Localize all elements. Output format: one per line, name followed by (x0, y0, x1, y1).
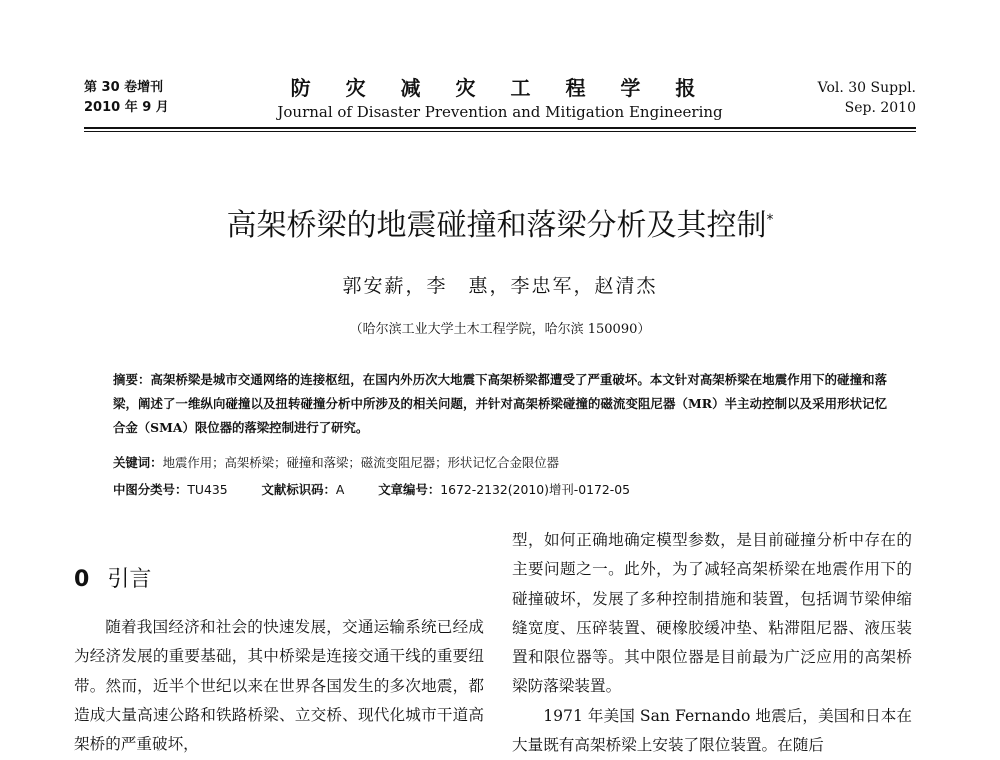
journal-header (84, 72, 916, 126)
date-cn: 2010 年 9 月 (84, 100, 169, 115)
header-right (818, 78, 916, 118)
article-affiliation: （哈尔滨工业大学土木工程学院，哈尔滨 150090） (349, 322, 651, 337)
keywords (113, 452, 887, 474)
right-column (512, 526, 912, 760)
section-title: 引言 (107, 567, 152, 592)
header-rule-thin (84, 131, 916, 132)
article-title (0, 200, 1000, 244)
date-en: Sep. 2010 (844, 100, 916, 116)
right-paragraph-2: 1971 年美国 San Fernando 地震后，美国和日本在大量既有高架桥梁上安装了限位装置。在随后 (512, 706, 912, 755)
volume-en: Vol. 30 Suppl. (817, 80, 916, 96)
clc-label: 中图分类号： (113, 482, 188, 497)
keywords-label: 关键词： (113, 455, 163, 470)
doc-code-label: 文献标识码： (261, 482, 336, 497)
abstract (113, 368, 887, 440)
left-column (74, 562, 484, 759)
section-number: 0 (74, 567, 90, 592)
journal-name-en: Journal of Disaster Prevention and Mitigation Engineering (277, 103, 723, 121)
article-number-label: 文章编号： (378, 482, 441, 497)
journal-name-cn: 防 灾 减 灾 工 程 学 报 (290, 76, 710, 100)
abstract-text: 高架桥梁是城市交通网络的连接枢纽，在国内外历次大地震下高架桥梁都遭受了严重破坏。本文针对高架桥梁在地震作用下的碰撞和落梁，阐述了一维纵向碰撞以及扭转碰撞分析中所涉及的相关问题，并针对高架桥梁碰撞的磁流变阻尼器（MR）半主动控制以及采用形状记忆合金（SMA）限位器的落梁控制进行了研究。 (113, 372, 888, 435)
left-body (74, 613, 484, 759)
right-paragraph-1: 型，如何正确地确定模型参数，是目前碰撞分析中存在的主要问题之一。此外，为了减轻高架桥梁在地震作用下的碰撞破坏，发展了多种控制措施和装置，包括调节梁伸缩缝宽度、压碎装置、硬橡胶缓冲垫、粘滞阻尼器、液压装置和限位器等。其中限位器是目前最为广泛应用的高架桥梁防落梁装置。 (512, 531, 912, 696)
article-authors: 郭安薪，李 惠，李忠军，赵清杰 (342, 275, 658, 297)
header-rule-thick (84, 127, 916, 129)
keywords-text: 地震作用；高架桥梁；碰撞和落梁；磁流变阻尼器；形状记忆合金限位器 (162, 455, 560, 470)
volume-cn: 第 30 卷增刊 (84, 80, 164, 95)
title-footnote-mark: * (766, 212, 774, 228)
section-heading (74, 562, 484, 593)
intro-paragraph: 随着我国经济和社会的快速发展，交通运输系统已经成为经济发展的重要基础，其中桥梁是连接交通干线的重要纽带。然而，近半个世纪以来在世界各国发生的多次地震，都造成大量高速公路和铁路桥梁、立交桥、现代化城市干道高架桥的严重破坏， (74, 618, 484, 754)
doc-code-value: A (335, 482, 345, 497)
right-body (512, 526, 912, 760)
abstract-label: 摘要： (113, 372, 151, 387)
classification-line (113, 479, 887, 501)
title-text: 高架桥梁的地震碰撞和落梁分析及其控制 (226, 208, 767, 243)
header-center (84, 72, 916, 121)
clc-value: TU435 (187, 482, 228, 497)
article-number-value: 1672-2132(2010)增刊-0172-05 (440, 482, 630, 497)
